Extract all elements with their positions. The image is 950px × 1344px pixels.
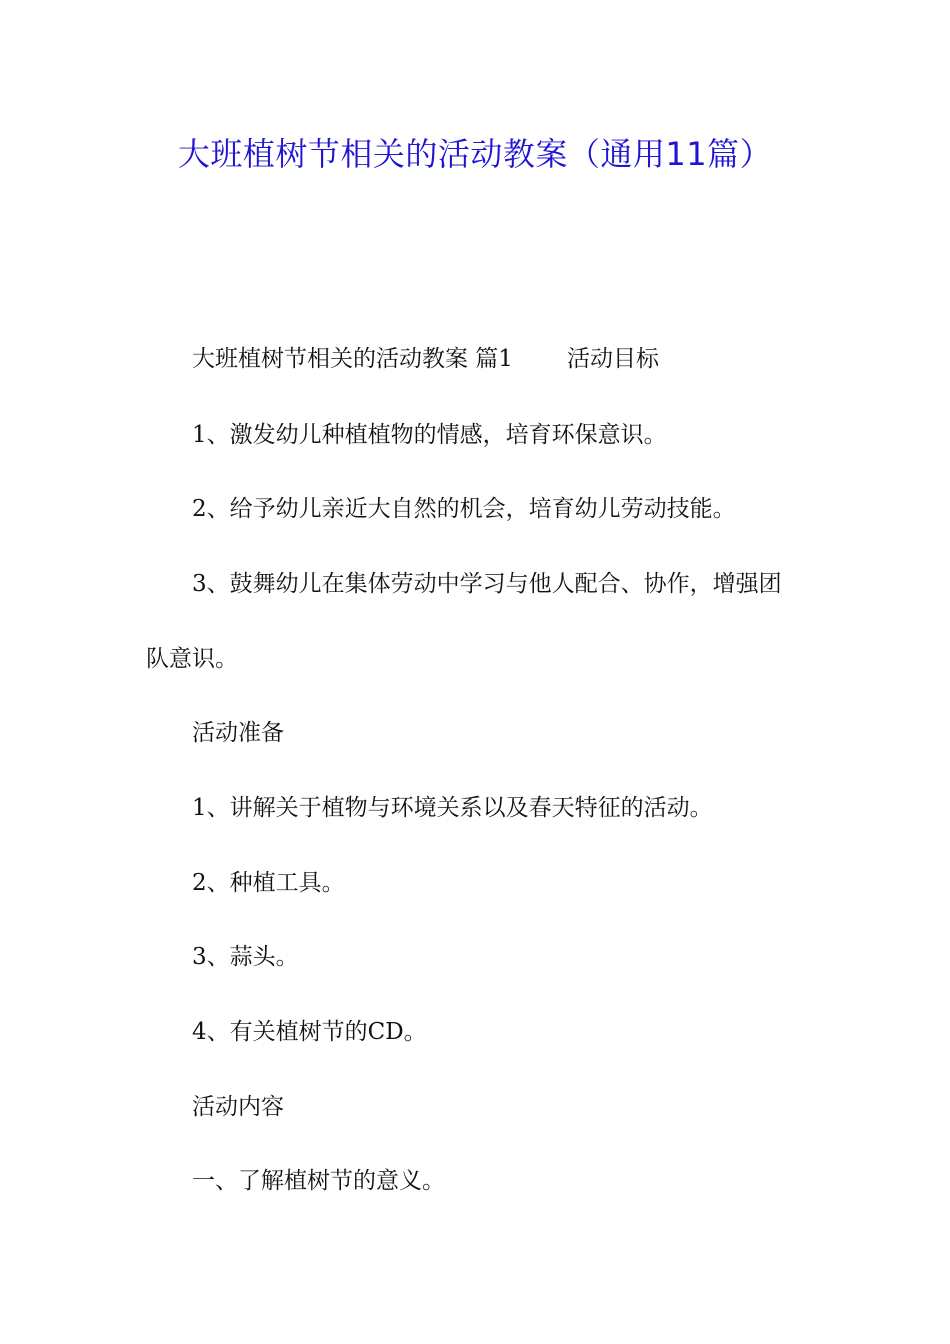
goals-heading: 活动目标 [566, 346, 659, 372]
goal-item: 1、激发幼儿种植植物的情感，培育环保意识。 [192, 422, 667, 448]
content-item: 一、了解植树节的意义。 [192, 1168, 445, 1194]
prep-item: 2、种植工具。 [192, 870, 345, 896]
section-heading-line [192, 341, 659, 377]
goal-item: 3、鼓舞幼儿在集体劳动中学习与他人配合、协作，增强团 [192, 571, 782, 597]
goal-item-continuation: 队意识。 [146, 646, 238, 672]
goal-item: 2、给予幼儿亲近大自然的机会，培育幼儿劳动技能。 [192, 496, 736, 522]
prep-heading: 活动准备 [192, 720, 284, 746]
section-heading: 大班植树节相关的活动教案 篇1 [192, 346, 513, 372]
prep-item: 1、讲解关于植物与环境关系以及春天特征的活动。 [192, 795, 713, 821]
content-heading: 活动内容 [192, 1094, 284, 1120]
prep-item: 3、蒜头。 [192, 944, 299, 970]
prep-item: 4、有关植树节的CD。 [192, 1019, 427, 1045]
document-title: 大班植树节相关的活动教案（通用11篇） [177, 135, 773, 173]
